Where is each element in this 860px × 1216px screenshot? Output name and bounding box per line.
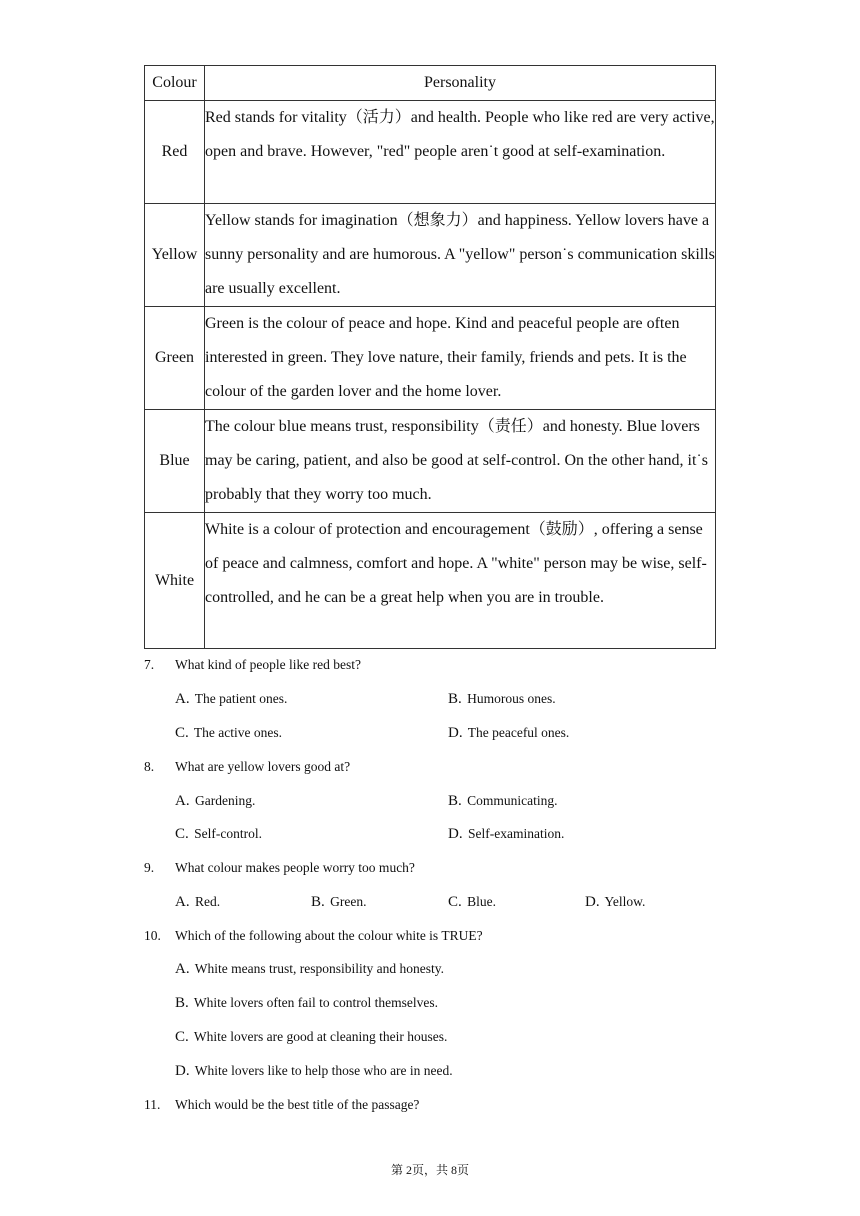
row-colour: White [145, 513, 205, 649]
question-text: Which would be the best title of the passage? [175, 1097, 420, 1112]
option-text: Humorous ones. [467, 691, 556, 706]
row-description: The colour blue means trust, responsibility（责任）and honesty. Blue lovers may be caring, patient, and also be good at self-control. On the other hand, it˙s probably that they worry too much. [205, 410, 716, 513]
option-letter: B. [448, 691, 462, 707]
option-letter: C. [448, 894, 462, 910]
option-letter: A. [175, 793, 190, 809]
option-text: Self-examination. [467, 826, 565, 841]
question-number: 11. [144, 1097, 161, 1112]
question-text: What colour makes people worry too much? [175, 860, 415, 875]
option-b[interactable] [448, 690, 556, 708]
question-number: 8. [144, 759, 155, 774]
option-text: Blue. [467, 894, 497, 909]
option-c[interactable] [448, 893, 496, 911]
option-a[interactable] [175, 893, 220, 911]
table-row [145, 513, 716, 649]
option-letter: B. [448, 793, 462, 809]
colour-personality-table [144, 65, 716, 649]
option-text: Green. [330, 894, 367, 909]
row-colour: Yellow [145, 204, 205, 307]
option-text: Red. [194, 894, 221, 909]
option-text: The peaceful ones. [467, 725, 570, 740]
option-a[interactable] [175, 690, 287, 708]
option-letter: C. [175, 826, 189, 842]
option-c[interactable] [175, 724, 282, 742]
option-text: White lovers often fail to control themselves. [193, 995, 438, 1010]
row-description: Yellow stands for imagination（想象力）and happiness. Yellow lovers have a sunny personality and are humorous. A "yellow" person˙s communication skills are usually excellent. [205, 204, 716, 307]
option-a[interactable] [175, 960, 444, 978]
row-colour: Blue [145, 410, 205, 513]
option-text: White lovers like to help those who are in need. [194, 1063, 453, 1078]
row-colour: Green [145, 307, 205, 410]
option-letter: D. [175, 1063, 190, 1079]
option-b[interactable] [175, 994, 438, 1012]
table-row [145, 204, 716, 307]
option-text: White means trust, responsibility and honesty. [194, 961, 444, 976]
question-text: Which of the following about the colour white is TRUE? [175, 928, 483, 943]
option-c[interactable] [175, 1028, 447, 1046]
option-text: Communicating. [467, 793, 558, 808]
row-description: White is a colour of protection and encouragement（鼓励）, offering a sense of peace and calmness, comfort and hope. A "white" person may be wise, self-controlled, and he can be a great help when you are in trouble. [205, 513, 716, 649]
option-d[interactable] [448, 825, 564, 843]
question-text: What kind of people like red best? [175, 657, 361, 672]
option-letter: A. [175, 894, 190, 910]
row-description: Green is the colour of peace and hope. Kind and peaceful people are often interested in green. They love nature, their family, friends and pets. It is the colour of the garden lover and the home lover. [205, 307, 716, 410]
option-b[interactable] [311, 893, 367, 911]
table-row [145, 410, 716, 513]
option-d[interactable] [585, 893, 645, 911]
option-c[interactable] [175, 825, 262, 843]
row-description: Red stands for vitality（活力）and health. People who like red are very active, open and brave. However, "red" people aren˙t good at self-examination. [205, 101, 716, 204]
row-colour: Red [145, 101, 205, 204]
option-letter: B. [175, 995, 189, 1011]
option-letter: C. [175, 725, 189, 741]
option-text: White lovers are good at cleaning their houses. [193, 1029, 448, 1044]
option-text: Yellow. [604, 894, 646, 909]
option-letter: A. [175, 961, 190, 977]
option-letter: A. [175, 691, 190, 707]
option-letter: D. [448, 826, 463, 842]
table-header-row [145, 66, 716, 101]
option-letter: B. [311, 894, 325, 910]
question-number: 9. [144, 860, 155, 875]
question-text: What are yellow lovers good at? [175, 759, 351, 774]
option-letter: D. [585, 894, 600, 910]
option-d[interactable] [175, 1062, 453, 1080]
option-text: Self-control. [194, 826, 262, 841]
option-letter: D. [448, 725, 463, 741]
option-b[interactable] [448, 792, 558, 810]
option-letter: C. [175, 1029, 189, 1045]
header-colour: Colour [145, 66, 205, 101]
option-text: Gardening. [194, 793, 256, 808]
question-number: 7. [144, 657, 155, 672]
question-number: 10. [144, 928, 161, 943]
table-row [145, 307, 716, 410]
option-text: The active ones. [193, 725, 282, 740]
option-text: The patient ones. [194, 691, 288, 706]
option-d[interactable] [448, 724, 569, 742]
option-a[interactable] [175, 792, 255, 810]
header-personality: Personality [205, 66, 716, 101]
page-footer: 第 2页，共 8页 [390, 1163, 469, 1177]
table-row [145, 101, 716, 204]
